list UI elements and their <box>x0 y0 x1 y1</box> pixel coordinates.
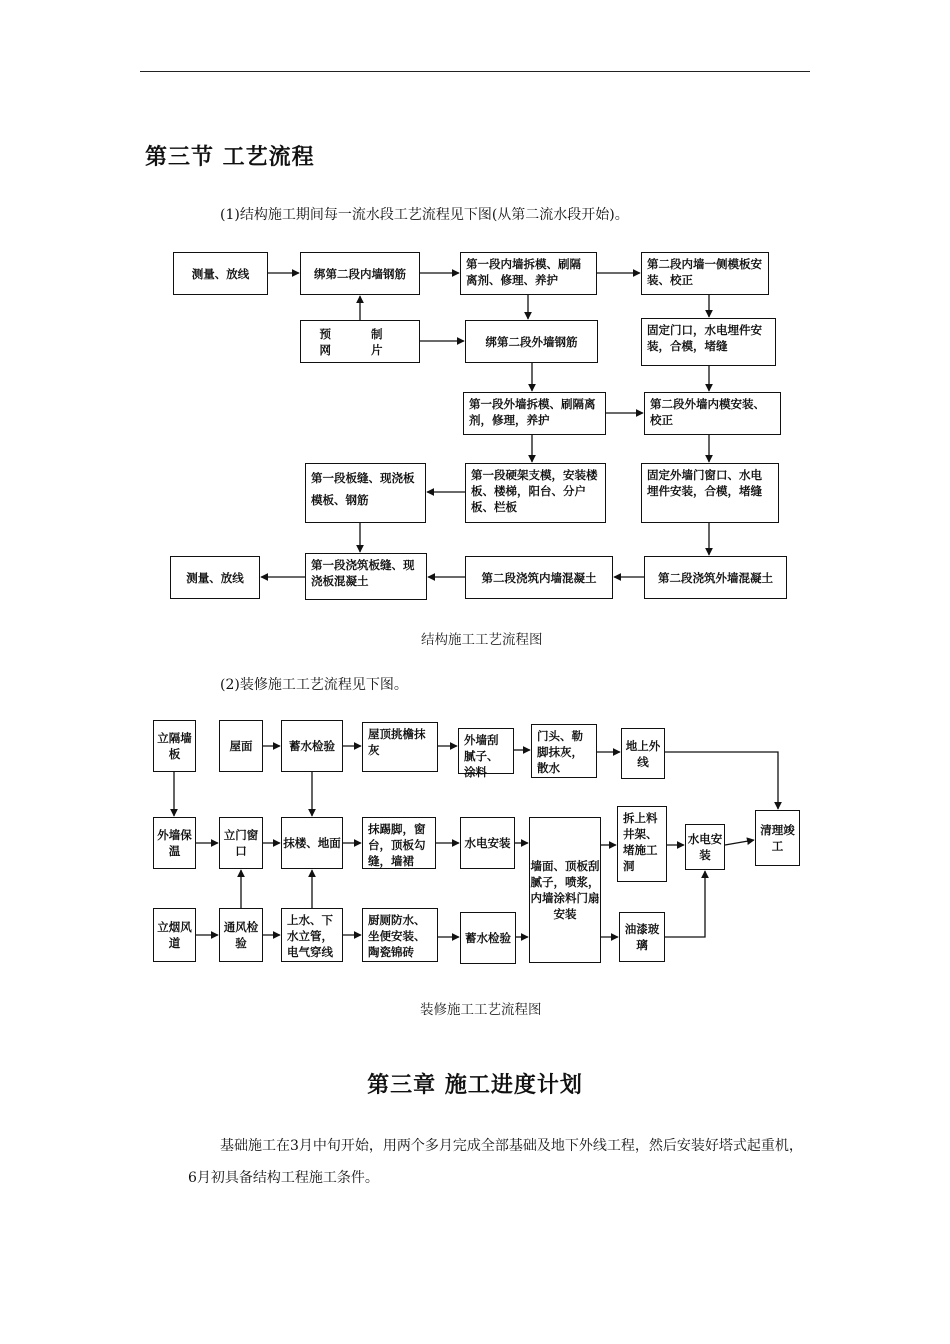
node-fix-window: 固定外墙门窗口、水电埋件安装，合模，堵缝 <box>641 463 779 523</box>
paragraph-2: (2)装修施工工艺流程见下图。 <box>220 677 408 693</box>
node-roof: 屋面 <box>219 720 263 772</box>
node-outer-inner-form: 第二段外墙内模安装、校正 <box>644 392 781 435</box>
node-strip-outer: 第一段外墙拆模、刷隔离剂，修理，养护 <box>463 392 606 435</box>
node-slab-joint: 第一段板缝、现浇板模板、钢筋 <box>305 463 426 523</box>
node-skirting: 抹踢脚，窗台，顶板勾缝，墙裙 <box>362 817 436 869</box>
node-door-head: 门头、勒脚抹灰，散水 <box>531 724 597 778</box>
chapter-title: 第三章 施工进度计划 <box>367 1073 583 1098</box>
node-fix-door: 固定门口，水电埋件安装，合模，堵缝 <box>641 318 776 366</box>
node-hard-frame: 第一段硬架支模，安装楼板、楼梯，阳台、分户板、栏板 <box>465 463 606 523</box>
node-wall-paint: 墙面、顶板刮腻子，喷浆，内墙涂料门扇安装 <box>529 817 601 963</box>
node-measure-b: 测量、放线 <box>170 556 260 599</box>
node-water-test-a: 蓄水检验 <box>281 720 343 772</box>
node-tie-inner: 绑第二段内墙钢筋 <box>300 252 420 295</box>
node-elec-a: 水电安装 <box>460 817 515 869</box>
node-paint-glass: 油漆玻璃 <box>619 912 665 962</box>
node-door-window: 立门窗口 <box>219 817 263 869</box>
node-partition: 立隔墙板 <box>153 720 196 772</box>
node-tie-outer: 绑第二段外墙钢筋 <box>465 320 598 363</box>
node-side-form: 第二段内墙一侧模板安装、校正 <box>641 252 769 295</box>
node-chimney: 立烟风道 <box>153 908 196 962</box>
node-eaves: 屋顶挑檐抹灰 <box>362 722 438 772</box>
node-strip-inner: 第一段内墙拆模、刷隔离剂、修理、养护 <box>460 252 597 295</box>
node-ext-putty: 外墙刮腻子、涂料 <box>458 728 514 774</box>
node-vent-test: 通风检验 <box>219 908 263 962</box>
node-cleanup: 清理竣工 <box>755 810 800 866</box>
node-pour-slab: 第一段浇筑板缝、现浇板混凝土 <box>305 553 427 600</box>
node-underground: 地上外线 <box>621 728 665 779</box>
flowchart-2-caption: 装修施工工艺流程图 <box>420 1002 542 1018</box>
node-dismantle: 拆上料井架、堵施工洞 <box>617 806 667 882</box>
node-pipes: 上水、下水立管，电气穿线 <box>281 908 343 962</box>
node-plaster: 抹楼、地面 <box>281 817 343 869</box>
node-prefab: 预 制 网 片 <box>300 320 420 363</box>
section-title: 第三节 工艺流程 <box>145 145 315 170</box>
node-pour-outer: 第二段浇筑外墙混凝土 <box>644 556 787 599</box>
node-kitchen: 厨厕防水、坐便安装、陶瓷锦砖 <box>362 908 438 962</box>
paragraph-1: (1)结构施工期间每一流水段工艺流程见下图(从第二流水段开始)。 <box>220 207 629 223</box>
flowchart-1-caption: 结构施工工艺流程图 <box>421 632 543 648</box>
body-paragraph: 基础施工在3月中旬开始，用两个多月完成全部基础及地下外线工程，然后安装好塔式起重机，6月初具备结构工程施工条件。 <box>188 1138 803 1186</box>
node-elec-b: 水电安装 <box>685 824 725 870</box>
node-pour-inner: 第二段浇筑内墙混凝土 <box>465 556 613 599</box>
node-measure-a: 测量、放线 <box>173 252 268 295</box>
node-insulation: 外墙保温 <box>153 817 196 869</box>
node-water-test-b: 蓄水检验 <box>460 912 516 964</box>
